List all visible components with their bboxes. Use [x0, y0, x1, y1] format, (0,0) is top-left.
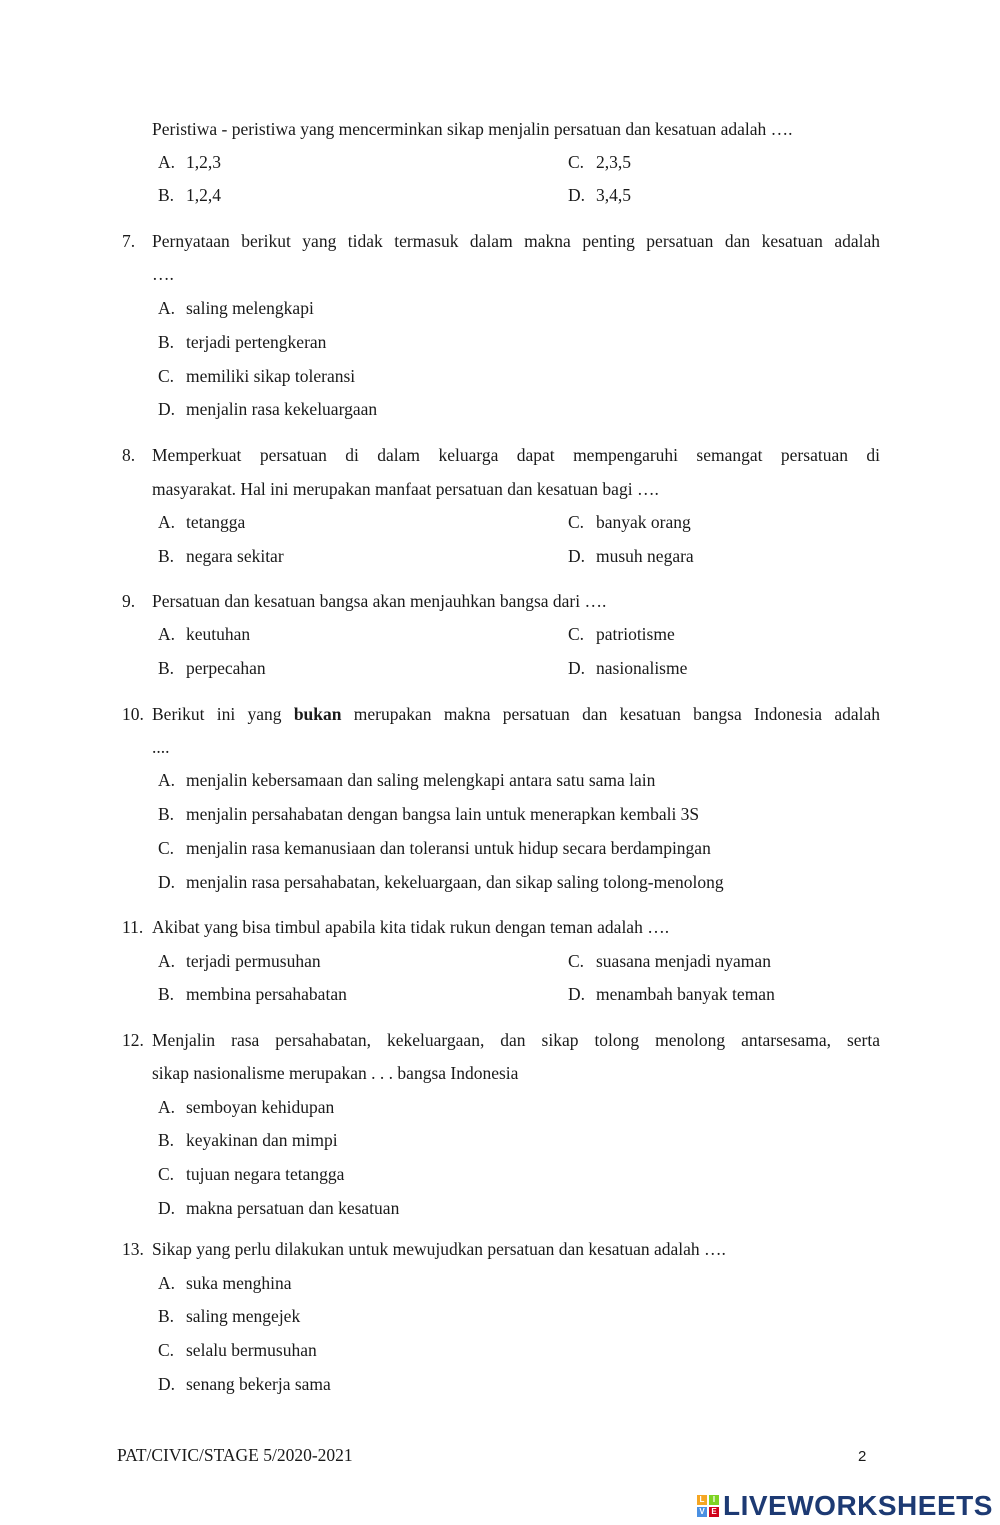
option-letter: A. — [158, 1273, 176, 1293]
option[interactable] — [568, 512, 691, 533]
question-13-stem: Sikap yang perlu dilakukan untuk mewujudkan persatuan dan kesatuan adalah …. — [152, 1239, 726, 1259]
option-letter: A. — [158, 152, 176, 172]
option-letter: B. — [158, 546, 175, 566]
option[interactable] — [158, 1198, 399, 1219]
option-text: 1,2,4 — [186, 185, 221, 205]
option[interactable] — [158, 984, 347, 1005]
option[interactable] — [568, 658, 687, 679]
option-text: keyakinan dan mimpi — [186, 1130, 338, 1150]
option-letter: B. — [158, 1306, 175, 1326]
question-12-stem-line2: sikap nasionalisme merupakan . . . bangsa Indonesia — [152, 1063, 519, 1083]
stem-text: Berikut ini yang — [152, 704, 282, 724]
stem-bold-text: bukan — [293, 704, 342, 724]
question-number: 7. — [122, 231, 136, 251]
question-number: 10. — [122, 704, 144, 724]
option-letter: D. — [568, 658, 586, 678]
option-text: menjalin rasa kemanusiaan dan toleransi untuk hidup secara berdampingan — [186, 838, 711, 858]
logo-tile: V — [697, 1507, 707, 1517]
option-letter: B. — [158, 1130, 175, 1150]
option[interactable] — [158, 804, 699, 825]
liveworksheets-logo[interactable] — [697, 1490, 993, 1522]
option[interactable] — [158, 1164, 344, 1185]
option-text: suasana menjadi nyaman — [596, 951, 771, 971]
option-text: saling melengkapi — [186, 298, 314, 318]
option[interactable] — [158, 185, 221, 206]
option-text: membina persahabatan — [186, 984, 347, 1004]
question-11-stem: Akibat yang bisa timbul apabila kita tidak rukun dengan teman adalah …. — [152, 917, 670, 937]
option-letter: A. — [158, 624, 176, 644]
option-letter: A. — [158, 770, 176, 790]
option-letter: B. — [158, 804, 175, 824]
option-text: 3,4,5 — [596, 185, 631, 205]
option[interactable] — [568, 546, 694, 567]
question-8-stem: Memperkuat persatuan di dalam keluarga dapat mempengaruhi semangat persatuan di — [152, 445, 880, 465]
option-text: semboyan kehidupan — [186, 1097, 335, 1117]
option-text: terjadi pertengkeran — [186, 332, 327, 352]
option-text: menjalin rasa persahabatan, kekeluargaan, dan sikap saling tolong-menolong — [186, 872, 724, 892]
question-10-stem — [152, 704, 880, 725]
option-text: terjadi permusuhan — [186, 951, 321, 971]
option-text: nasionalisme — [596, 658, 688, 678]
option[interactable] — [158, 366, 355, 387]
option-letter: D. — [568, 185, 586, 205]
option-text: tetangga — [186, 512, 246, 532]
option-text: memiliki sikap toleransi — [186, 366, 356, 386]
option-letter: D. — [158, 399, 176, 419]
option-letter: C. — [568, 951, 585, 971]
question-number: 8. — [122, 445, 136, 465]
question-9-stem: Persatuan dan kesatuan bangsa akan menjauhkan bangsa dari …. — [152, 591, 607, 611]
logo-tile: I — [709, 1495, 719, 1505]
option[interactable] — [568, 984, 775, 1005]
option-letter: C. — [158, 1164, 175, 1184]
option-text: perpecahan — [186, 658, 266, 678]
option-text: 1,2,3 — [186, 152, 221, 172]
option-text: menjalin persahabatan dengan bangsa lain untuk menerapkan kembali 3S — [186, 804, 700, 824]
option-letter: D. — [158, 1374, 176, 1394]
option-letter: A. — [158, 1097, 176, 1117]
option-text: keutuhan — [186, 624, 251, 644]
option[interactable] — [568, 951, 771, 972]
option[interactable] — [158, 658, 266, 679]
option[interactable] — [568, 624, 675, 645]
option[interactable] — [158, 332, 326, 353]
logo-tile: E — [709, 1507, 719, 1517]
option-letter: A. — [158, 512, 176, 532]
option-letter: D. — [568, 984, 586, 1004]
option[interactable] — [158, 152, 221, 173]
option-letter: B. — [158, 332, 175, 352]
stem-text: merupakan makna persatuan dan kesatuan bangsa Indonesia adalah — [353, 704, 880, 724]
option[interactable] — [158, 1130, 338, 1151]
option[interactable] — [158, 1374, 331, 1395]
option-text: patriotisme — [596, 624, 675, 644]
question-6-stem: Peristiwa - peristiwa yang mencerminkan sikap menjalin persatuan dan kesatuan adalah …. — [152, 119, 793, 139]
option[interactable] — [158, 1340, 317, 1361]
question-10-ellipsis: .... — [152, 737, 170, 757]
logo-tile: L — [697, 1495, 707, 1505]
option[interactable] — [568, 152, 631, 173]
option-text: menjalin rasa kekeluargaan — [186, 399, 378, 419]
option[interactable] — [158, 838, 711, 859]
option[interactable] — [158, 512, 245, 533]
question-number: 13. — [122, 1239, 144, 1259]
option-text: suka menghina — [186, 1273, 292, 1293]
option[interactable] — [158, 770, 655, 791]
option-letter: C. — [568, 624, 585, 644]
option-letter: B. — [158, 658, 175, 678]
option-letter: D. — [158, 1198, 176, 1218]
option-letter: A. — [158, 951, 176, 971]
footer-code: PAT/CIVIC/STAGE 5/2020-2021 — [117, 1445, 353, 1465]
option-text: makna persatuan dan kesatuan — [186, 1198, 400, 1218]
option[interactable] — [158, 298, 314, 319]
option-letter: C. — [158, 1340, 175, 1360]
option[interactable] — [158, 1273, 291, 1294]
option-letter: C. — [158, 838, 175, 858]
option[interactable] — [568, 185, 631, 206]
question-7-stem: Pernyataan berikut yang tidak termasuk dalam makna penting persatuan dan kesatuan adalah — [152, 231, 880, 251]
option-letter: B. — [158, 984, 175, 1004]
option-letter: C. — [158, 366, 175, 386]
option-letter: C. — [568, 152, 585, 172]
question-8-stem-line2: masyarakat. Hal ini merupakan manfaat persatuan dan kesatuan bagi …. — [152, 479, 659, 499]
question-number: 11. — [122, 917, 144, 937]
option[interactable] — [158, 546, 284, 567]
option[interactable] — [158, 872, 724, 893]
option-text: banyak orang — [596, 512, 691, 532]
question-7-ellipsis: …. — [152, 264, 174, 284]
question-number: 9. — [122, 591, 136, 611]
option-text: senang bekerja sama — [186, 1374, 331, 1394]
question-12-stem: Menjalin rasa persahabatan, kekeluargaan, dan sikap tolong menolong antarsesama, serta — [152, 1030, 880, 1050]
page-number: 2 — [858, 1448, 867, 1465]
option-text: tujuan negara tetangga — [186, 1164, 345, 1184]
option-letter: D. — [568, 546, 586, 566]
logo-icon — [697, 1495, 719, 1517]
logo-text: LIVEWORKSHEETS — [723, 1490, 993, 1521]
option-text: selalu bermusuhan — [186, 1340, 317, 1360]
option[interactable] — [158, 624, 250, 645]
option-letter: B. — [158, 185, 175, 205]
option[interactable] — [158, 399, 377, 420]
option-text: menjalin kebersamaan dan saling melengkapi antara satu sama lain — [186, 770, 656, 790]
option[interactable] — [158, 1306, 300, 1327]
option-letter: C. — [568, 512, 585, 532]
option[interactable] — [158, 1097, 334, 1118]
option-text: 2,3,5 — [596, 152, 631, 172]
option[interactable] — [158, 951, 321, 972]
option-text: negara sekitar — [186, 546, 284, 566]
option-text: saling mengejek — [186, 1306, 301, 1326]
question-number: 12. — [122, 1030, 144, 1050]
option-letter: A. — [158, 298, 176, 318]
option-text: musuh negara — [596, 546, 694, 566]
option-text: menambah banyak teman — [596, 984, 775, 1004]
option-letter: D. — [158, 872, 176, 892]
